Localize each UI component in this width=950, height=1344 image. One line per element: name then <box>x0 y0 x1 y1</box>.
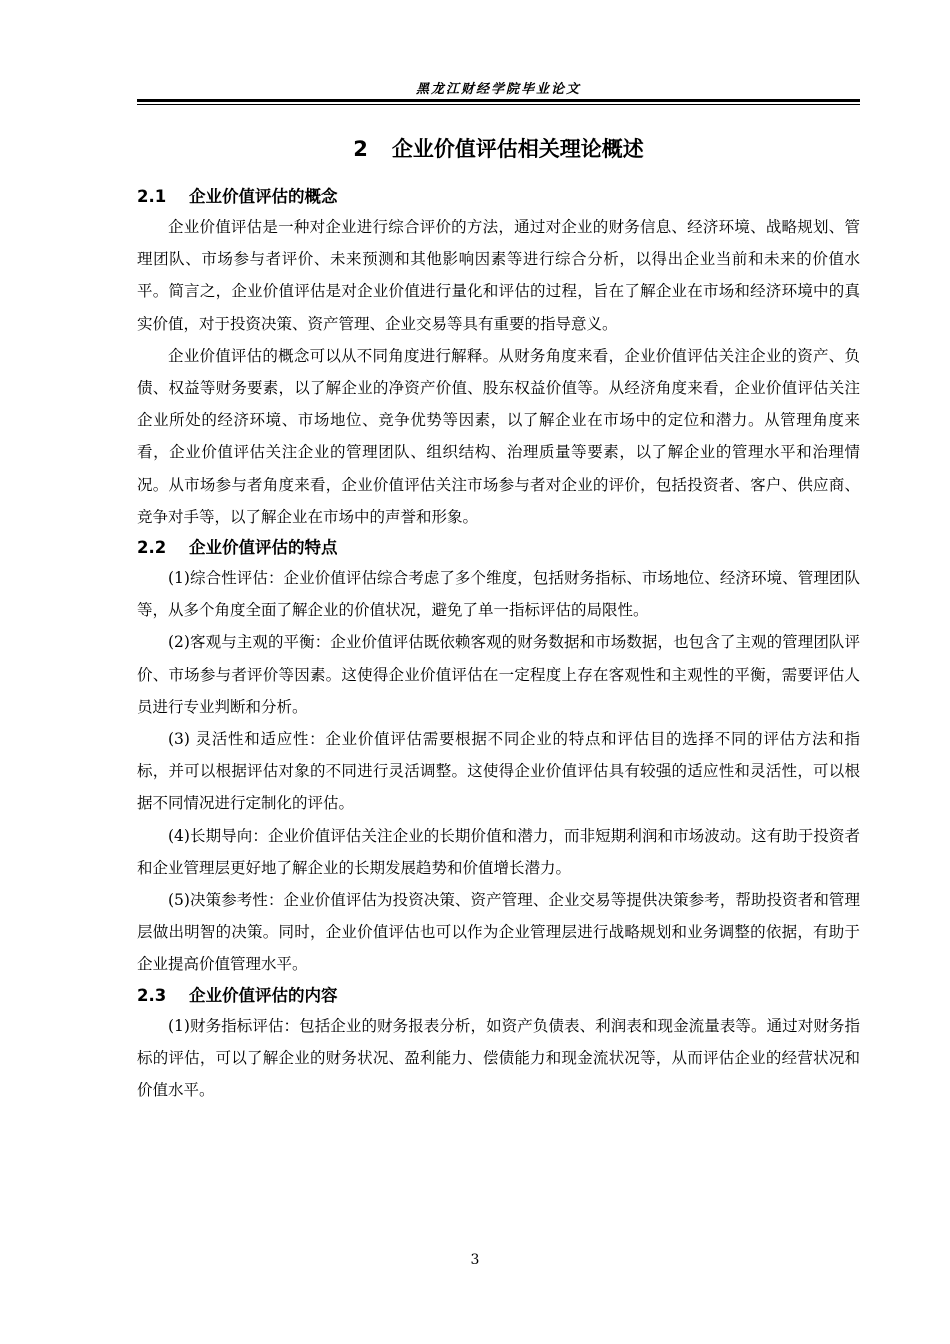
running-header: 黑龙江财经学院毕业论文 <box>415 82 581 97</box>
section-title: 企业价值评估的特点 <box>189 538 338 558</box>
chapter-title <box>137 130 860 168</box>
paragraph: (2)客观与主观的平衡：企业价值评估既依赖客观的财务数据和市场数据，也包含了主观的管理团队评价、市场参与者评价等因素。这使得企业价值评估在一定程度上存在客观性和主观性的平衡，需要评估人员进行专业判断和分析。 <box>137 633 860 716</box>
paragraph: (3) 灵活性和适应性：企业价值评估需要根据不同企业的特点和评估目的选择不同的评估方法和指标，并可以根据评估对象的不同进行灵活调整。这使得企业价值评估具有较强的适应性和灵活性，可以根据不同情况进行定制化的评估。 <box>137 730 860 813</box>
section-number: 2.2 <box>137 538 167 558</box>
body-content <box>137 130 860 1106</box>
section-title: 企业价值评估的内容 <box>189 985 338 1005</box>
section-number: 2.3 <box>137 985 167 1005</box>
section-number: 2.1 <box>137 187 167 206</box>
section-heading-2-3 <box>137 981 860 1010</box>
page-number: 3 <box>470 1252 480 1268</box>
chapter-title-text: 企业价值评估相关理论概述 <box>391 137 644 161</box>
section-heading-2-2 <box>137 533 860 562</box>
paragraph: (4)长期导向：企业价值评估关注企业的长期价值和潜力，而非短期利润和市场波动。这有助于投资者和企业管理层更好地了解企业的长期发展趋势和价值增长潜力。 <box>137 826 860 877</box>
paragraph: 企业价值评估的概念可以从不同角度进行解释。从财务角度来看，企业价值评估关注企业的资产、负债、权益等财务要素，以了解企业的净资产价值、股东权益价值等。从经济角度来看，企业价值评估关注企业所处的经济环境、市场地位、竞争优势等因素，以了解企业在市场中的定位和潜力。从管理角度来看，企业价值评估关注企业的管理团队、组织结构、治理质量等要素，以了解企业的管理水平和治理情况。从市场参与者角度来看，企业价值评估关注市场参与者对企业的评价，包括投资者、客户、供应商、竞争对手等，以了解企业在市场中的声誉和形象。 <box>137 346 860 526</box>
paragraph: (1)财务指标评估：包括企业的财务报表分析，如资产负债表、利润表和现金流量表等。通过对财务指标的评估，可以了解企业的财务状况、盈利能力、偿债能力和现金流状况等，从而评估企业的经营状况和价值水平。 <box>137 1016 860 1100</box>
header-rule-thin <box>137 104 860 105</box>
header-rule-thick <box>137 99 860 102</box>
paragraph: (5)决策参考性：企业价值评估为投资决策、资产管理、企业交易等提供决策参考，帮助投资者和管理层做出明智的决策。同时，企业价值评估也可以作为企业管理层进行战略规划和业务调整的依据，有助于企业提高价值管理水平。 <box>137 891 860 974</box>
chapter-number: 2 <box>353 137 368 161</box>
section-heading-2-1 <box>137 182 860 211</box>
section-title: 企业价值评估的概念 <box>189 187 338 206</box>
paragraph: (1)综合性评估：企业价值评估综合考虑了多个维度，包括财务指标、市场地位、经济环境、管理团队等，从多个角度全面了解企业的价值状况，避免了单一指标评估的局限性。 <box>137 569 860 620</box>
paragraph: 企业价值评估是一种对企业进行综合评价的方法，通过对企业的财务信息、经济环境、战略规划、管理团队、市场参与者评价、未来预测和其他影响因素等进行综合分析，以得出企业当前和未来的价值水平。简言之，企业价值评估是对企业价值进行量化和评估的过程，旨在了解企业在市场和经济环境中的真实价值，对于投资决策、资产管理、企业交易等具有重要的指导意义。 <box>137 218 860 333</box>
